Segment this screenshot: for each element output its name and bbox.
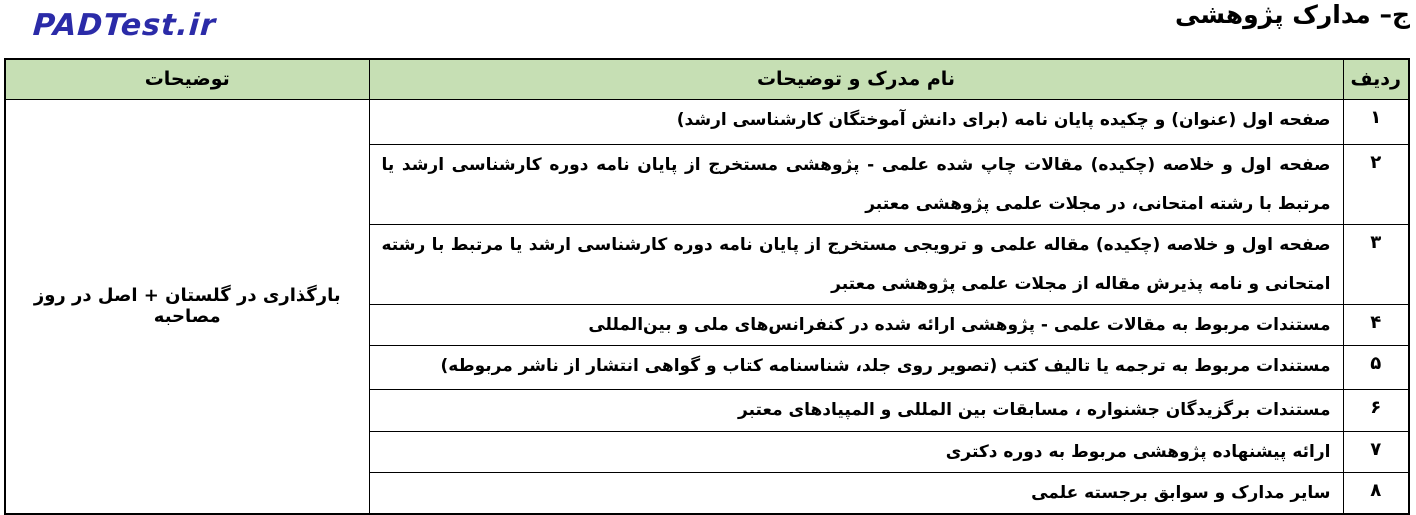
document-description: مستندات مربوط به مقالات علمی - پژوهشی ارائه شده در کنفرانس‌های ملی و بین‌المللی xyxy=(369,304,1343,345)
notes-merged-cell: بارگذاری در گلستان + اصل در روز مصاحبه xyxy=(5,99,369,514)
column-header-document-name: نام مدرک و توضیحات xyxy=(369,59,1343,99)
table-row xyxy=(5,99,1409,144)
documents-table-container xyxy=(6,58,1410,515)
row-number: ۶ xyxy=(1343,389,1409,431)
row-number: ۲ xyxy=(1343,144,1409,224)
site-logo: PADTest.ir xyxy=(31,8,218,43)
document-description: صفحه اول (عنوان) و چکیده پایان نامه (برای دانش آموختگان کارشناسی ارشد) xyxy=(369,99,1343,144)
row-number: ۸ xyxy=(1343,472,1409,514)
document-description: صفحه اول و خلاصه (چکیده) مقالات چاپ شده علمی - پژوهشی مستخرج از پایان نامه دوره کارشناسی ارشد یا مرتبط با رشته امتحانی، در مجلات علمی پژوهشی معتبر xyxy=(369,144,1343,224)
row-number: ۴ xyxy=(1343,304,1409,345)
document-description: مستندات برگزیدگان جشنواره ، مسابقات بین المللی و المپیادهای معتبر xyxy=(369,389,1343,431)
table-header-row xyxy=(5,59,1409,99)
document-description: ارائه پیشنهاده پژوهشی مربوط به دوره دکتری xyxy=(369,431,1343,472)
column-header-row-number: ردیف xyxy=(1343,59,1409,99)
top-bar xyxy=(0,0,1416,58)
row-number: ۳ xyxy=(1343,224,1409,304)
row-number: ۱ xyxy=(1343,99,1409,144)
research-documents-table xyxy=(4,58,1410,515)
row-number: ۵ xyxy=(1343,345,1409,389)
document-description: صفحه اول و خلاصه (چکیده) مقاله علمی و ترویجی مستخرج از پایان نامه دوره کارشناسی ارشد یا مرتبط با رشته امتحانی و نامه پذیرش مقاله از مجلات علمی پژوهشی معتبر xyxy=(369,224,1343,304)
column-header-notes: توضیحات xyxy=(5,59,369,99)
row-number: ۷ xyxy=(1343,431,1409,472)
page-title: ج– مدارک پژوهشی xyxy=(1175,0,1410,29)
document-description: سایر مدارک و سوابق برجسته علمی xyxy=(369,472,1343,514)
document-description: مستندات مربوط به ترجمه یا تالیف کتب (تصویر روی جلد، شناسنامه کتاب و گواهی انتشار از ناشر مربوطه) xyxy=(369,345,1343,389)
